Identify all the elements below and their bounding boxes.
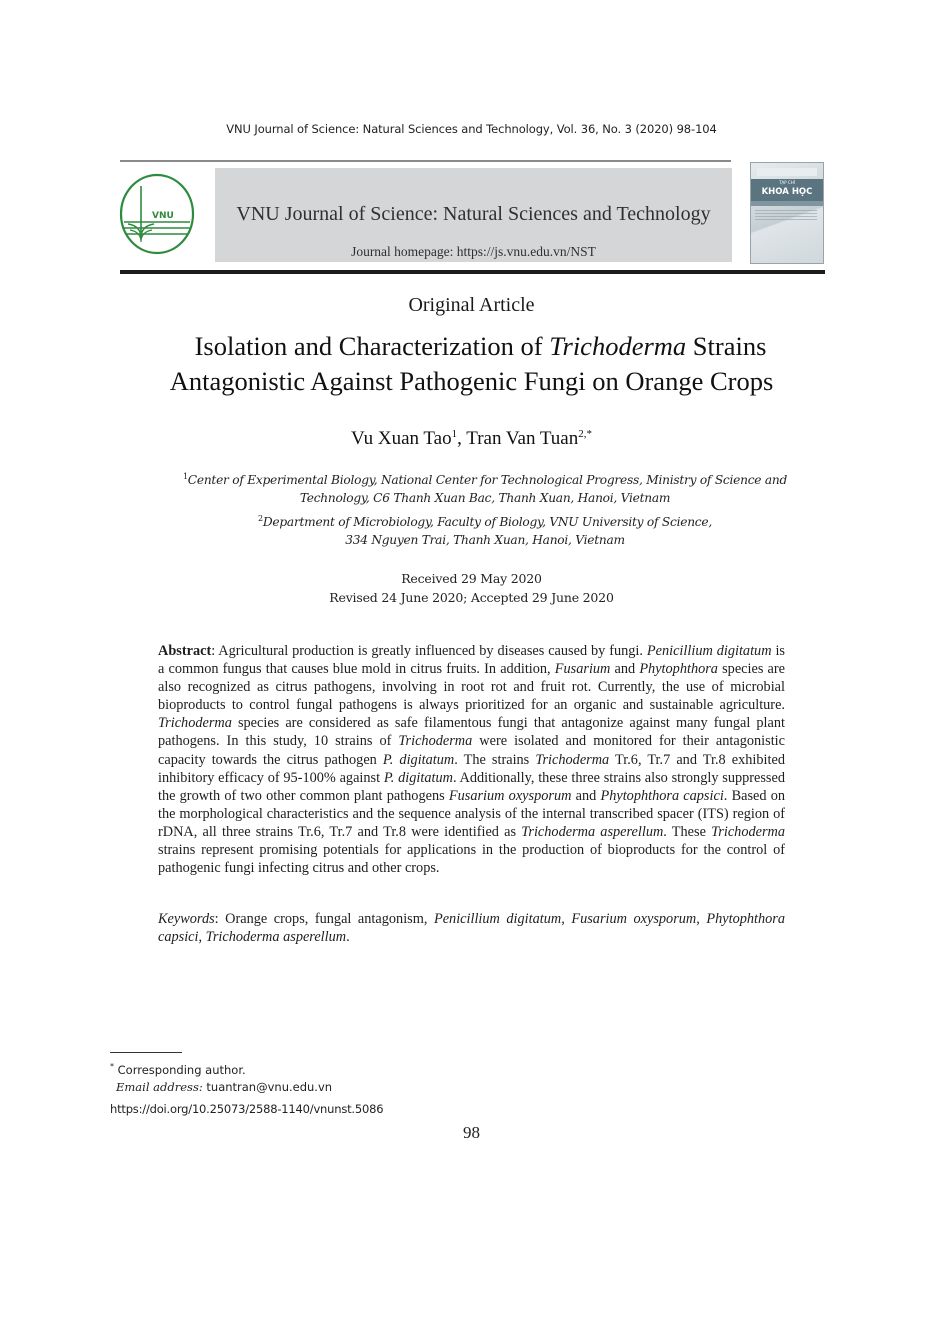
abstract-label: Abstract xyxy=(158,643,212,659)
title-line-1 xyxy=(0,329,943,364)
title-italic-genus: Trichoderma xyxy=(549,331,687,361)
author-name: Tran Van Tuan xyxy=(466,428,579,449)
text-run: is a common fungus that causes blue mold in citrus fruits. In addition, xyxy=(158,643,785,678)
footnote-rule xyxy=(110,1052,182,1053)
cover-text-lines xyxy=(755,210,817,222)
text-run: species are also recognized as citrus pathogens, involving in root rot and fruit rot. Currently, the use of microbial bioproducts to control fungal pathogens is always prioritized for an organic and sustainable agriculture. xyxy=(158,661,785,714)
keywords-body xyxy=(158,911,785,945)
italic-term: Trichoderma xyxy=(398,733,473,750)
italic-term: Trichoderma asperellum xyxy=(205,929,347,946)
text-run: species are considered as safe filamentous fungi that antagonize against many fungal plant pathogens. In this study, 10 strains of xyxy=(158,715,785,750)
running-head: VNU Journal of Science: Natural Sciences and Technology, Vol. 36, No. 3 (2020) 98-104 xyxy=(226,122,717,136)
text-run: . xyxy=(346,929,350,946)
italic-term: Trichoderma xyxy=(158,715,232,732)
italic-term: P. digitatum xyxy=(383,769,453,786)
text-run: Tr.6, Tr.7 and Tr.8 exhibited inhibitory efficacy of 95-100% against xyxy=(158,751,785,786)
text-run: : Agricultural production is greatly influenced by diseases caused by fungi. xyxy=(211,643,647,659)
article-title xyxy=(0,329,943,399)
italic-term: Trichoderma xyxy=(711,823,785,840)
header-bottom-rule xyxy=(120,270,825,274)
italic-term: Fusarium xyxy=(554,661,611,678)
italic-term: P. digitatum xyxy=(382,751,455,768)
keywords-label: Keywords xyxy=(158,911,215,927)
italic-term: Trichoderma xyxy=(535,751,610,768)
italic-term: Trichoderma asperellum xyxy=(521,823,664,840)
page-number: 98 xyxy=(463,1123,480,1142)
author-name: Vu Xuan Tao xyxy=(351,428,452,449)
text-run: and xyxy=(610,661,640,678)
cover-subtitle-band xyxy=(751,201,823,206)
doi-link[interactable]: https://doi.org/10.25073/2588-1140/vnunst.5086 xyxy=(110,1102,384,1116)
header-top-rule xyxy=(120,160,731,162)
text-run: were isolated and monitored for their antagonistic capacity towards the citrus pathogen xyxy=(158,733,785,768)
journal-homepage[interactable]: Journal homepage: https://js.vnu.edu.vn/NST xyxy=(351,244,596,259)
cover-title-band xyxy=(751,179,823,201)
author-list xyxy=(0,428,943,450)
text-run: . The strains xyxy=(454,751,536,768)
cover-label-small: TẠP CHÍ xyxy=(779,180,795,185)
article-type: Original Article xyxy=(408,294,535,316)
journal-name: VNU Journal of Science: Natural Sciences and Technology xyxy=(236,203,711,225)
footnote xyxy=(110,1058,332,1096)
affiliation-line: Technology, C6 Thanh Xuan Bac, Thanh Xuan, Hanoi, Vietnam xyxy=(299,491,671,505)
email-label: Email address: xyxy=(116,1079,203,1094)
author-affiliation-mark: 1 xyxy=(451,428,458,440)
italic-term: Phytophthora capsici xyxy=(158,911,786,946)
title-text: Isolation and Characterization of xyxy=(194,331,550,361)
italic-term: Phytophthora capsici xyxy=(600,787,724,804)
affiliation-line xyxy=(140,468,830,489)
revised-accepted-date: Revised 24 June 2020; Accepted 29 June 2020 xyxy=(329,590,614,605)
cover-label: KHOA HỌC xyxy=(761,187,813,197)
text-run: . Based on the morphological characteristics and the sequence analysis of the internal transcribed spacer (ITS) region of rDNA, all three strains Tr.6, Tr.7 and Tr.8 were identified as xyxy=(158,787,786,840)
italic-term: Penicillium digitatum xyxy=(646,643,772,659)
abstract xyxy=(158,642,785,877)
footnote-marker: * xyxy=(110,1062,114,1071)
vnu-logo-icon xyxy=(118,172,196,256)
abstract-body xyxy=(158,643,785,876)
italic-term: Fusarium oxysporum xyxy=(448,787,572,804)
article-dates xyxy=(0,569,943,607)
title-text: Strains xyxy=(686,331,767,361)
text-run: . Additionally, these three strains also strongly suppressed the growth of two other common plant pathogens xyxy=(158,769,785,804)
text-run: : Orange crops, fungal antagonism, xyxy=(214,911,434,927)
cover-header xyxy=(757,168,817,176)
corresponding-author-note xyxy=(110,1058,332,1079)
affiliation-mark: 2 xyxy=(258,514,263,523)
journal-banner xyxy=(215,168,732,262)
affiliation-2 xyxy=(140,510,830,549)
text-run: , xyxy=(198,929,206,946)
affiliation-text: Department of Microbiology, Faculty of Biology, VNU University of Science, xyxy=(262,515,712,529)
title-line-2: Antagonistic Against Pathogenic Fungi on Orange Crops xyxy=(169,366,774,396)
affiliation-text: Center of Experimental Biology, National Center for Technological Progress, Ministry of Science and xyxy=(187,473,788,487)
affiliation-1 xyxy=(140,468,830,507)
logo-text: VNU xyxy=(152,211,174,221)
text-run: . These xyxy=(663,823,712,840)
text-run: and xyxy=(571,787,601,804)
author-affiliation-mark: 2,* xyxy=(578,428,592,440)
affiliation-mark: 1 xyxy=(182,472,188,481)
affiliation-line xyxy=(140,510,830,531)
journal-cover-thumbnail xyxy=(750,162,824,264)
affiliation-line: 334 Nguyen Trai, Thanh Xuan, Hanoi, Vietnam xyxy=(345,533,625,547)
keywords xyxy=(158,910,785,946)
email-line xyxy=(110,1079,332,1096)
email-address[interactable]: tuantran@vnu.edu.vn xyxy=(202,1079,333,1094)
corresponding-author-text: Corresponding author. xyxy=(114,1062,246,1077)
text-run: , xyxy=(561,911,572,927)
italic-term: Fusarium oxysporum xyxy=(571,911,697,927)
vnu-logo xyxy=(118,172,196,256)
text-run: , xyxy=(696,911,707,927)
text-run: strains represent promising potentials for applications in the production of bioproducts for the control of pathogenic fungi infecting citrus and other crops. xyxy=(158,842,785,877)
italic-term: Phytophthora xyxy=(639,661,718,678)
received-date: Received 29 May 2020 xyxy=(401,571,542,586)
author-separator: , xyxy=(457,428,467,449)
italic-term: Penicillium digitatum xyxy=(433,911,562,927)
